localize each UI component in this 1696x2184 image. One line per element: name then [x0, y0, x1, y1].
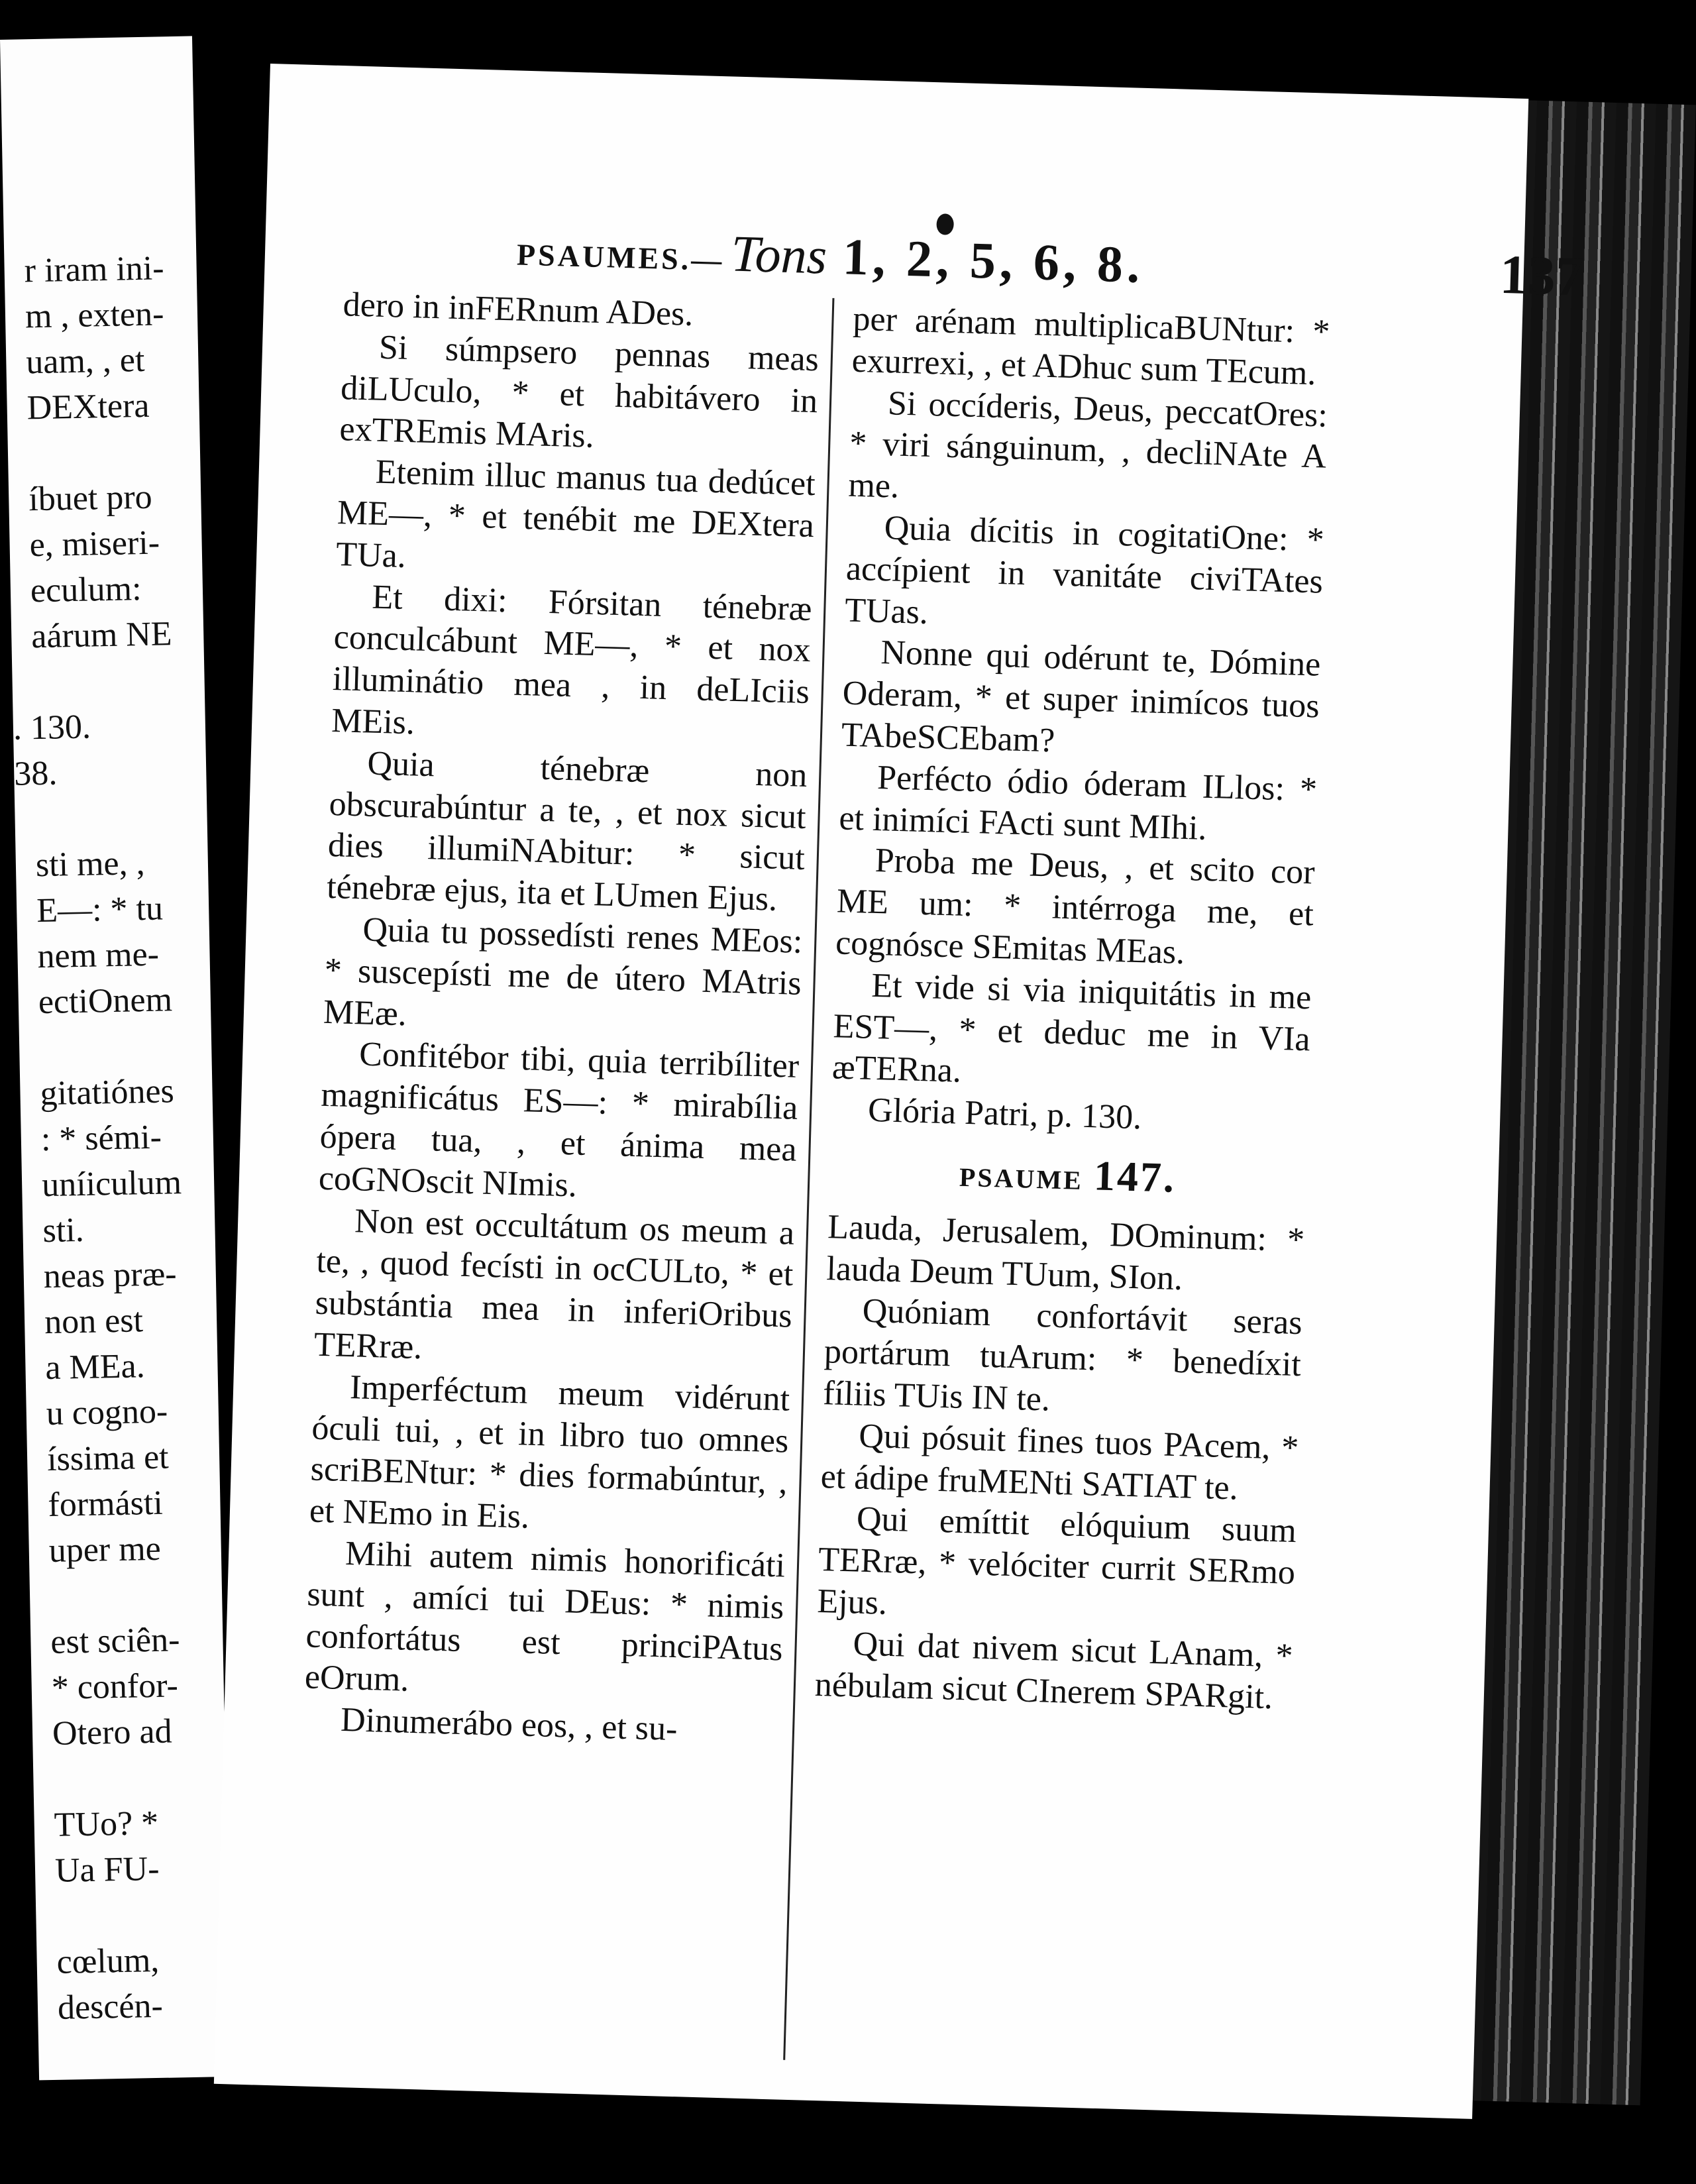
previous-page-line: íssima et	[46, 1438, 170, 1479]
previous-page-line: . 130.	[13, 708, 91, 747]
verse-paragraph: Si súmpsero pennas meas diLUculo, * et habitávero in exTREmis MAris.	[339, 328, 820, 456]
previous-page-line: m , exten-	[25, 295, 164, 336]
verse-paragraph: Quia dícitis in cogitatiOne: * accípient in vanitáte civiTAtes TUas.	[844, 509, 1325, 631]
previous-page-line: est sciên-	[50, 1621, 180, 1661]
verse-paragraph: Nonne qui odérunt te, Dómine Oderam, * et super inimícos tuos TAbeSCEbam?	[841, 633, 1322, 760]
verse-paragraph: Mihi autem nimis honorificáti sunt , amíci tui DEus: * nimis confortátus est princiPAtus eOrum.	[304, 1534, 786, 1700]
previous-page-line: Otero ad	[52, 1712, 173, 1753]
verse-paragraph: Lauda, Jerusalem, DOminum: * lauda Deum TUum, SIon.	[825, 1207, 1305, 1297]
previous-page-line: eculum:	[30, 570, 142, 610]
verse-paragraph: Dinumerábo eos, , et su-	[340, 1701, 678, 1749]
previous-page-line: neas præ-	[43, 1255, 178, 1296]
verse-paragraph: Etenim illuc manus tua dedúcet ME—, * et tenébit me DEXtera TUa.	[335, 453, 816, 575]
previous-page-line: DEXtera	[26, 386, 150, 427]
verse-paragraph: Glória Patri, p. 130.	[867, 1091, 1142, 1137]
psalm-heading-number: 147.	[1093, 1152, 1177, 1201]
previous-page-line: formásti	[47, 1484, 164, 1525]
previous-page-line: uper me	[48, 1529, 162, 1570]
previous-page-line: E—: * tu	[36, 889, 164, 930]
verse-paragraph: Qui dat nivem sicut LAnam, * nébulam sicut CInerem SPARgit.	[814, 1625, 1294, 1716]
verse-paragraph: Et vide si via iniquitátis in me EST—, * et deduc me in VIa æTERna.	[831, 966, 1312, 1091]
previous-page-line: uam, , et	[25, 341, 145, 382]
verse-paragraph: Et dixi: Fórsitan ténebræ conculcábunt ME—, * et nox illuminátio mea , in deLIciis MEis.	[331, 578, 813, 742]
previous-page-line: TUo? *	[54, 1804, 159, 1844]
verse-paragraph: Proba me Deus, , et scito cor ME um: * intérroga me, et cognósce SEmitas MEas.	[835, 842, 1316, 972]
previous-page-line: ectiOnem	[38, 981, 173, 1022]
verse-paragraph: Qui emíttit elóquium suum TERræ, * velóciter currit SERmo Ejus.	[816, 1500, 1297, 1622]
verse-paragraph: per arénam multiplicaBUNtur: * exurrexi, , et ADhuc sum TEcum.	[851, 300, 1331, 393]
previous-page-line: nem me-	[37, 935, 160, 976]
verse-paragraph: Non est occultátum os meum a te, , quod fecísti in ocCULto, * et substántia mea in inferiOribus TERræ.	[313, 1201, 795, 1367]
previous-page-line: r iram ini-	[24, 249, 165, 290]
previous-page-line: íbuet pro	[28, 478, 153, 519]
psalm-heading	[829, 1148, 1307, 1208]
previous-page-line: : * sémi-	[40, 1118, 162, 1159]
verse-paragraph: dero in inFERnum ADes.	[343, 286, 694, 333]
verse-paragraph: Quóniam confortávit seras portárum tuArum: * benedíxit fíliis TUis IN te.	[822, 1292, 1303, 1419]
previous-page-line: * confor-	[51, 1666, 179, 1707]
previous-page-line: gitatiónes	[40, 1072, 175, 1113]
previous-page-line: descén-	[57, 1987, 164, 2027]
verse-paragraph: Perfécto ódio óderam ILlos: * et inimíci FActi sunt MIhi.	[838, 758, 1318, 847]
left-text-column	[303, 284, 820, 1753]
verse-paragraph: Qui pósuit fines tuos PAcem, * et ádipe fruMENti SATIAT te.	[820, 1417, 1300, 1507]
running-title: PSAUMES.—	[516, 237, 725, 278]
tons-numbers: 1, 2, 5, 6, 8.	[841, 227, 1145, 294]
previous-page-line: e, miseri-	[29, 523, 160, 565]
previous-page-line: sti.	[42, 1211, 85, 1250]
verse-paragraph: Confitébor tibi, quia terribíliter magnificátus ES—: * mirabília ópera tua, , et ánima mea coGNOscit NImis.	[318, 1035, 800, 1205]
page-number: 137	[1499, 243, 1585, 308]
verse-paragraph: Quia tu possedísti renes MEos: * suscepísti me de útero MAtris MEæ.	[323, 910, 804, 1033]
previous-page-line: sti me, ,	[35, 844, 146, 885]
previous-page-line: aárum NE	[30, 615, 173, 656]
previous-page-line: u cogno-	[46, 1392, 168, 1433]
verse-paragraph: Quia ténebræ non obscurabúntur a te, , et nox sicut dies illumiNAbitur: * sicut ténebræ ejus, ita et LUmen Ejus.	[326, 744, 808, 919]
book-page	[214, 64, 1585, 2119]
previous-page-fragment	[0, 36, 231, 2080]
verse-paragraph: Si occíderis, Deus, peccatOres: * viri sánguinum, , decliNAte A me.	[847, 384, 1328, 506]
previous-page-line: non est	[44, 1301, 144, 1342]
previous-page-line: a MEa.	[44, 1347, 146, 1388]
previous-page-line: Ua FU-	[54, 1849, 160, 1890]
verse-paragraph: Imperféctum meum vidérunt óculi tui, , et in libro tuo omnes scriBENtur: * dies formabúntur, , et NEmo in Eis.	[309, 1368, 790, 1536]
tons-label: Tons	[730, 224, 828, 285]
psalm-heading-label: PSAUME	[959, 1162, 1084, 1195]
previous-page-line: uníiculum	[41, 1164, 182, 1205]
previous-page-line: 38.	[13, 754, 58, 793]
right-text-column	[814, 299, 1330, 1720]
previous-page-line: cœlum,	[56, 1941, 160, 1981]
